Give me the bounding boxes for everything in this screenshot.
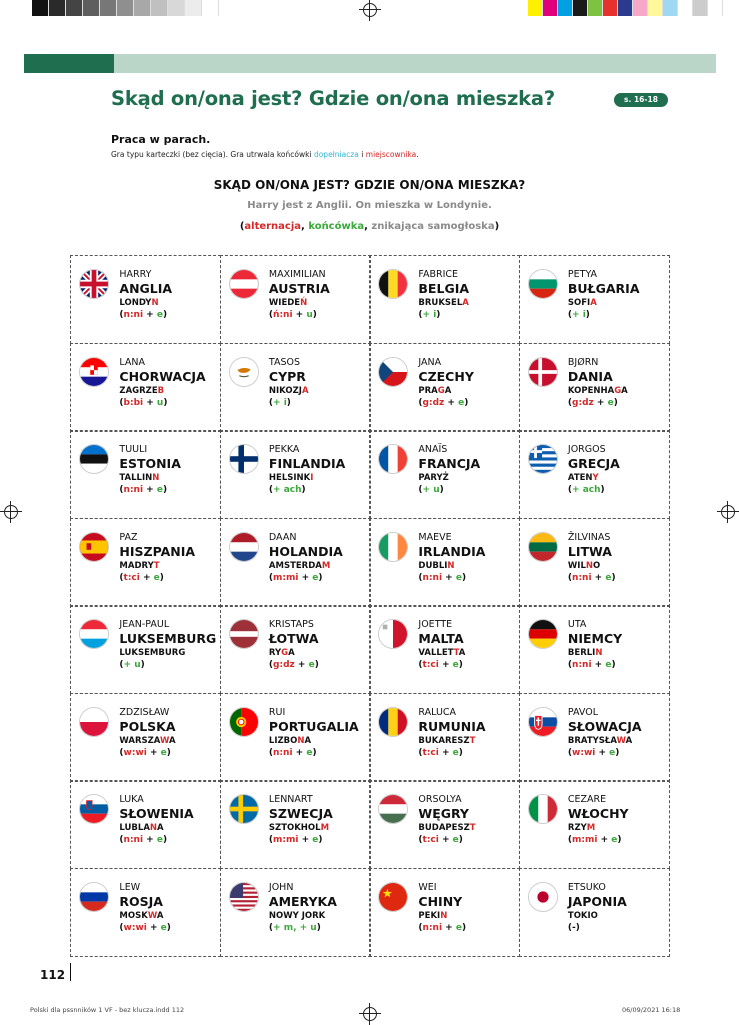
calibration-swatch bbox=[117, 0, 134, 16]
city-name: BRUKSELA bbox=[418, 298, 469, 309]
calibration-swatch bbox=[588, 0, 603, 16]
person-name: ORSOLYA bbox=[418, 794, 462, 806]
denmark-flag-icon bbox=[529, 358, 557, 386]
calibration-swatch bbox=[678, 0, 693, 16]
city-name: BERLIN bbox=[567, 648, 603, 659]
sweden-flag-icon bbox=[230, 795, 258, 823]
country-card bbox=[70, 518, 221, 607]
ending-rule: (n:ni + e) bbox=[119, 835, 168, 846]
card-text bbox=[568, 882, 627, 934]
person-name: CEZARE bbox=[567, 794, 607, 806]
country-name: CYPR bbox=[268, 368, 306, 384]
card-text bbox=[418, 269, 469, 321]
ending-rule: (t:ci + e) bbox=[418, 660, 463, 671]
city-name: HELSINKI bbox=[268, 473, 314, 484]
country-card bbox=[519, 868, 670, 957]
country-name: WŁOCHY bbox=[567, 806, 629, 822]
ending-rule: (w:wi + e) bbox=[567, 747, 620, 758]
country-name: NIEMCY bbox=[567, 631, 623, 647]
country-name: DANIA bbox=[567, 368, 613, 384]
ending-rule: (g:dz + e) bbox=[567, 397, 618, 408]
card-text bbox=[418, 707, 485, 759]
person-name: JORGOS bbox=[567, 444, 606, 456]
ending-rule: (t:ci + e) bbox=[119, 572, 164, 583]
country-name: GRECJA bbox=[567, 456, 620, 472]
country-name: WĘGRY bbox=[418, 806, 469, 822]
ending-rule: (+ i) bbox=[268, 397, 291, 408]
page-number: 112 bbox=[40, 968, 66, 982]
calibration-swatch bbox=[49, 0, 66, 16]
city-name: SOFIA bbox=[567, 298, 597, 309]
country-name: BUŁGARIA bbox=[567, 281, 640, 297]
country-card bbox=[369, 605, 520, 694]
belgium-flag-icon bbox=[379, 270, 407, 298]
country-card bbox=[70, 343, 221, 432]
country-name: LUKSEMBURG bbox=[119, 631, 217, 647]
person-name: PEKKA bbox=[268, 444, 300, 456]
genitive-term: dopełniacza bbox=[313, 150, 359, 159]
person-name: RUI bbox=[268, 706, 286, 718]
city-name: LIZBONA bbox=[268, 735, 312, 746]
legend-ending: końcówka bbox=[308, 221, 365, 232]
italy-flag-icon bbox=[529, 795, 557, 823]
greyscale-calibration-bar bbox=[32, 0, 219, 16]
page-number-divider bbox=[70, 963, 71, 981]
ending-rule: (+ ach) bbox=[268, 485, 306, 496]
uk-flag-icon bbox=[80, 270, 108, 298]
city-name: PEKIN bbox=[418, 910, 448, 921]
ending-rule: (g:dz + e) bbox=[268, 660, 319, 671]
person-name: UTA bbox=[567, 619, 587, 631]
city-name: BRATYSŁAWA bbox=[567, 735, 633, 746]
city-name: NIKOZJA bbox=[268, 385, 309, 396]
city-name: TALLINN bbox=[119, 473, 160, 484]
country-card bbox=[70, 693, 221, 782]
color-legend: (alternacja, końcówka, znikająca samogłoska) bbox=[239, 221, 500, 232]
country-card bbox=[70, 868, 221, 957]
person-name: JOETTE bbox=[418, 619, 453, 631]
city-name: PARYŻ bbox=[418, 473, 449, 484]
calibration-swatch bbox=[618, 0, 633, 16]
city-name: SZTOKHOLM bbox=[268, 823, 330, 834]
person-name: HARRY bbox=[119, 269, 152, 281]
card-text bbox=[119, 707, 175, 759]
person-name: LEW bbox=[119, 881, 141, 893]
city-name: PRAGA bbox=[418, 385, 452, 396]
poland-flag-icon bbox=[80, 708, 108, 736]
city-name: WILNO bbox=[567, 560, 601, 571]
calibration-swatch bbox=[168, 0, 185, 16]
card-text bbox=[119, 619, 216, 671]
city-name: WARSZAWA bbox=[119, 735, 176, 746]
finland-flag-icon bbox=[230, 445, 258, 473]
card-text bbox=[568, 794, 629, 846]
country-name: ŁOTWA bbox=[268, 631, 319, 647]
country-name: HOLANDIA bbox=[268, 543, 343, 559]
ending-rule: (+ i) bbox=[567, 310, 590, 321]
calibration-swatch bbox=[151, 0, 168, 16]
city-name: MADRYT bbox=[119, 560, 160, 571]
card-text bbox=[269, 794, 333, 846]
country-name: POLSKA bbox=[119, 718, 176, 734]
ending-rule: (+ u) bbox=[418, 485, 444, 496]
estonia-flag-icon bbox=[80, 445, 108, 473]
calibration-swatch bbox=[32, 0, 49, 16]
print-date: 06/09/2021 16:18 bbox=[622, 1006, 681, 1014]
ending-rule: (n:ni + e) bbox=[119, 485, 168, 496]
country-name: ROSJA bbox=[119, 893, 163, 909]
ending-rule: (n:ni + e) bbox=[268, 747, 317, 758]
lithuania-flag-icon bbox=[529, 533, 557, 561]
country-card bbox=[70, 255, 221, 344]
person-name: DAAN bbox=[268, 531, 297, 543]
country-card bbox=[70, 780, 221, 869]
country-card bbox=[369, 780, 520, 869]
card-text bbox=[418, 444, 480, 496]
france-flag-icon bbox=[379, 445, 407, 473]
person-name: MAEVE bbox=[418, 531, 452, 543]
germany-flag-icon bbox=[529, 620, 557, 648]
country-card bbox=[519, 518, 670, 607]
country-name: CHORWACJA bbox=[119, 368, 206, 384]
person-name: KRISTAPS bbox=[268, 619, 314, 631]
legend-vanishing-vowel: znikająca samogłoska bbox=[371, 221, 495, 232]
header-band-light bbox=[114, 54, 716, 73]
person-name: ANAÏS bbox=[418, 444, 448, 456]
activity-description: Gra typu karteczki (bez cięcia). Gra utrwala końcówki dopełniacza i miejscownika. bbox=[111, 150, 419, 159]
ending-rule: (t:ci + e) bbox=[418, 835, 463, 846]
croatia-flag-icon bbox=[80, 358, 108, 386]
spain-flag-icon bbox=[80, 533, 108, 561]
card-text bbox=[418, 794, 475, 846]
country-card bbox=[220, 518, 371, 607]
country-name: RUMUNIA bbox=[418, 718, 486, 734]
country-card bbox=[519, 430, 670, 519]
country-name: FRANCJA bbox=[418, 456, 481, 472]
malta-flag-icon bbox=[379, 620, 407, 648]
calibration-swatch bbox=[202, 0, 219, 16]
card-text bbox=[119, 444, 180, 496]
ending-rule: (+ ach) bbox=[567, 485, 605, 496]
calibration-swatch bbox=[603, 0, 618, 16]
card-text bbox=[269, 444, 345, 496]
city-name: BUDAPESZT bbox=[418, 823, 476, 834]
calibration-swatch bbox=[66, 0, 83, 16]
country-card bbox=[519, 605, 670, 694]
country-name: FINLANDIA bbox=[268, 456, 346, 472]
ending-rule: (m:mi + e) bbox=[268, 572, 323, 583]
city-name: BUKARESZT bbox=[418, 735, 476, 746]
country-name: HISZPANIA bbox=[119, 543, 196, 559]
activity-type: Praca w parach. bbox=[111, 133, 211, 146]
person-name: PAVOL bbox=[567, 706, 599, 718]
city-name: KOPENHAGA bbox=[567, 385, 628, 396]
person-name: FABRICE bbox=[418, 269, 459, 281]
country-name: CHINY bbox=[418, 893, 463, 909]
country-card bbox=[369, 868, 520, 957]
person-name: PAZ bbox=[119, 531, 138, 543]
country-name: IRLANDIA bbox=[418, 543, 486, 559]
country-card bbox=[70, 605, 221, 694]
country-card bbox=[369, 430, 520, 519]
city-name: MOSKWA bbox=[119, 910, 164, 921]
ending-rule: (t:ci + e) bbox=[418, 747, 463, 758]
calibration-swatch bbox=[708, 0, 723, 16]
netherlands-flag-icon bbox=[230, 533, 258, 561]
card-text bbox=[418, 532, 485, 584]
city-name: LONDYN bbox=[119, 298, 159, 309]
person-name: ETSUKO bbox=[567, 881, 606, 893]
cyprus-flag-icon bbox=[230, 358, 258, 386]
country-name: SŁOWENIA bbox=[119, 806, 194, 822]
city-name: VALLETTA bbox=[418, 648, 466, 659]
city-name: NOWY JORK bbox=[268, 910, 326, 921]
ending-rule: (g:dz + e) bbox=[418, 397, 469, 408]
country-card bbox=[220, 605, 371, 694]
country-name: SŁOWACJA bbox=[567, 718, 642, 734]
slovakia-flag-icon bbox=[529, 708, 557, 736]
ending-rule: (+ m, + u) bbox=[268, 922, 321, 933]
china-flag-icon bbox=[379, 883, 407, 911]
ending-rule: (w:wi + e) bbox=[119, 922, 171, 933]
romania-flag-icon bbox=[379, 708, 407, 736]
portugal-flag-icon bbox=[230, 708, 258, 736]
card-text bbox=[269, 532, 343, 584]
locative-term: miejscownika bbox=[365, 150, 417, 159]
country-card bbox=[369, 518, 520, 607]
greece-flag-icon bbox=[529, 445, 557, 473]
person-name: WEI bbox=[418, 881, 437, 893]
calibration-swatch bbox=[134, 0, 151, 16]
card-text bbox=[568, 619, 622, 671]
print-file-name: Polski dla pssnników 1 VF - bez klucza.indd 112 bbox=[30, 1006, 185, 1014]
country-card bbox=[220, 430, 371, 519]
city-name: WIEDEŃ bbox=[268, 298, 308, 309]
country-card bbox=[220, 780, 371, 869]
registration-mark-icon bbox=[721, 505, 735, 519]
country-name: ANGLIA bbox=[119, 281, 173, 297]
card-text bbox=[568, 707, 642, 759]
person-name: RALUCA bbox=[418, 706, 457, 718]
calibration-swatch bbox=[573, 0, 588, 16]
card-text bbox=[418, 619, 465, 671]
country-name: PORTUGALIA bbox=[268, 718, 359, 734]
ending-rule: (m:mi + e) bbox=[567, 835, 622, 846]
city-name: LUBLANA bbox=[119, 823, 164, 834]
city-name: DUBLIN bbox=[418, 560, 455, 571]
card-text bbox=[418, 882, 466, 934]
calibration-swatch bbox=[185, 0, 202, 16]
registration-mark-icon bbox=[4, 505, 18, 519]
card-text bbox=[119, 794, 193, 846]
country-card bbox=[220, 255, 371, 344]
person-name: TUULI bbox=[119, 444, 148, 456]
country-card bbox=[220, 343, 371, 432]
person-name: JEAN-PAUL bbox=[119, 619, 170, 631]
person-name: PETYA bbox=[567, 269, 598, 281]
ending-rule: (ń:ni + u) bbox=[268, 310, 317, 321]
card-text bbox=[119, 357, 205, 409]
country-name: BELGIA bbox=[418, 281, 470, 297]
bulgaria-flag-icon bbox=[529, 270, 557, 298]
country-card bbox=[220, 693, 371, 782]
hungary-flag-icon bbox=[379, 795, 407, 823]
ending-rule: (n:ni + e) bbox=[418, 922, 467, 933]
card-text bbox=[568, 532, 616, 584]
city-name: ZAGRZEB bbox=[119, 385, 165, 396]
calibration-swatch bbox=[528, 0, 543, 16]
country-name: MALTA bbox=[418, 631, 464, 647]
city-name: RYGA bbox=[268, 648, 295, 659]
ending-rule: (n:ni + e) bbox=[119, 310, 168, 321]
legend-alternation: alternacja bbox=[244, 221, 302, 232]
card-text bbox=[568, 269, 640, 321]
usa-flag-icon bbox=[230, 883, 258, 911]
person-name: ŽILVINAS bbox=[567, 531, 611, 543]
ending-rule: (w:wi + e) bbox=[119, 747, 171, 758]
card-text bbox=[269, 882, 337, 934]
ending-rule: (-) bbox=[567, 922, 580, 933]
country-cards-grid bbox=[71, 256, 669, 956]
ending-rule: (n:ni + e) bbox=[567, 660, 616, 671]
person-name: MAXIMILIAN bbox=[268, 269, 326, 281]
country-name: AMERYKA bbox=[268, 893, 337, 909]
calibration-swatch bbox=[663, 0, 678, 16]
calibration-swatch bbox=[100, 0, 117, 16]
ending-rule: (+ i) bbox=[418, 310, 441, 321]
country-card bbox=[369, 343, 520, 432]
country-card bbox=[369, 693, 520, 782]
country-name: AUSTRIA bbox=[268, 281, 330, 297]
page-title: Skąd on/ona jest? Gdzie on/ona mieszka? bbox=[111, 87, 555, 110]
person-name: LANA bbox=[119, 356, 146, 368]
ending-rule: (n:ni + e) bbox=[418, 572, 467, 583]
country-name: CZECHY bbox=[418, 368, 474, 384]
card-text bbox=[269, 619, 319, 671]
ending-rule: (b:bi + u) bbox=[119, 397, 168, 408]
country-card bbox=[519, 255, 670, 344]
country-name: SZWECJA bbox=[268, 806, 333, 822]
ireland-flag-icon bbox=[379, 533, 407, 561]
card-text bbox=[418, 357, 473, 409]
ending-rule: (+ u) bbox=[119, 660, 145, 671]
example-sentence: Harry jest z Anglii. On mieszka w Londynie. bbox=[247, 200, 492, 211]
calibration-swatch bbox=[693, 0, 708, 16]
card-text bbox=[568, 357, 628, 409]
country-name: ESTONIA bbox=[119, 456, 181, 472]
person-name: JOHN bbox=[268, 881, 294, 893]
person-name: LENNART bbox=[268, 794, 313, 806]
person-name: JANA bbox=[418, 356, 442, 368]
country-card bbox=[519, 693, 670, 782]
calibration-swatch bbox=[83, 0, 100, 16]
country-card bbox=[519, 343, 670, 432]
card-text bbox=[119, 532, 195, 584]
ending-rule: (n:ni + e) bbox=[567, 572, 616, 583]
person-name: TASOS bbox=[268, 356, 301, 368]
card-text bbox=[269, 707, 359, 759]
calibration-swatch bbox=[558, 0, 573, 16]
country-card bbox=[220, 868, 371, 957]
city-name: LUKSEMBURG bbox=[119, 648, 186, 659]
card-text bbox=[568, 444, 620, 496]
latvia-flag-icon bbox=[230, 620, 258, 648]
header-band-dark bbox=[24, 54, 114, 73]
austria-flag-icon bbox=[230, 270, 258, 298]
city-name: RZYM bbox=[567, 823, 596, 834]
calibration-swatch bbox=[543, 0, 558, 16]
luxembourg-flag-icon bbox=[80, 620, 108, 648]
card-text bbox=[119, 269, 172, 321]
registration-mark-icon bbox=[363, 1007, 377, 1021]
card-text bbox=[269, 269, 330, 321]
city-name: AMSTERDAM bbox=[268, 560, 331, 571]
country-card bbox=[70, 430, 221, 519]
city-name: TOKIO bbox=[567, 910, 598, 921]
country-card bbox=[369, 255, 520, 344]
registration-mark-icon bbox=[363, 3, 377, 17]
page-reference-badge: s. 16-18 bbox=[614, 93, 668, 107]
person-name: LUKA bbox=[119, 794, 144, 806]
slovenia-flag-icon bbox=[80, 795, 108, 823]
czechia-flag-icon bbox=[379, 358, 407, 386]
ending-rule: (m:mi + e) bbox=[268, 835, 323, 846]
country-name: LITWA bbox=[567, 543, 612, 559]
city-name: ATENY bbox=[567, 473, 599, 484]
japan-flag-icon bbox=[529, 883, 557, 911]
person-name: ZDZISŁAW bbox=[119, 706, 170, 718]
person-name: BJØRN bbox=[567, 356, 599, 368]
russia-flag-icon bbox=[80, 883, 108, 911]
country-name: JAPONIA bbox=[567, 893, 627, 909]
card-text bbox=[269, 357, 309, 409]
worksheet-title: SKĄD ON/ONA JEST? GDZIE ON/ONA MIESZKA? bbox=[213, 178, 526, 192]
calibration-swatch bbox=[648, 0, 663, 16]
card-text bbox=[119, 882, 171, 934]
country-card bbox=[519, 780, 670, 869]
calibration-swatch bbox=[633, 0, 648, 16]
color-calibration-bar bbox=[528, 0, 723, 16]
